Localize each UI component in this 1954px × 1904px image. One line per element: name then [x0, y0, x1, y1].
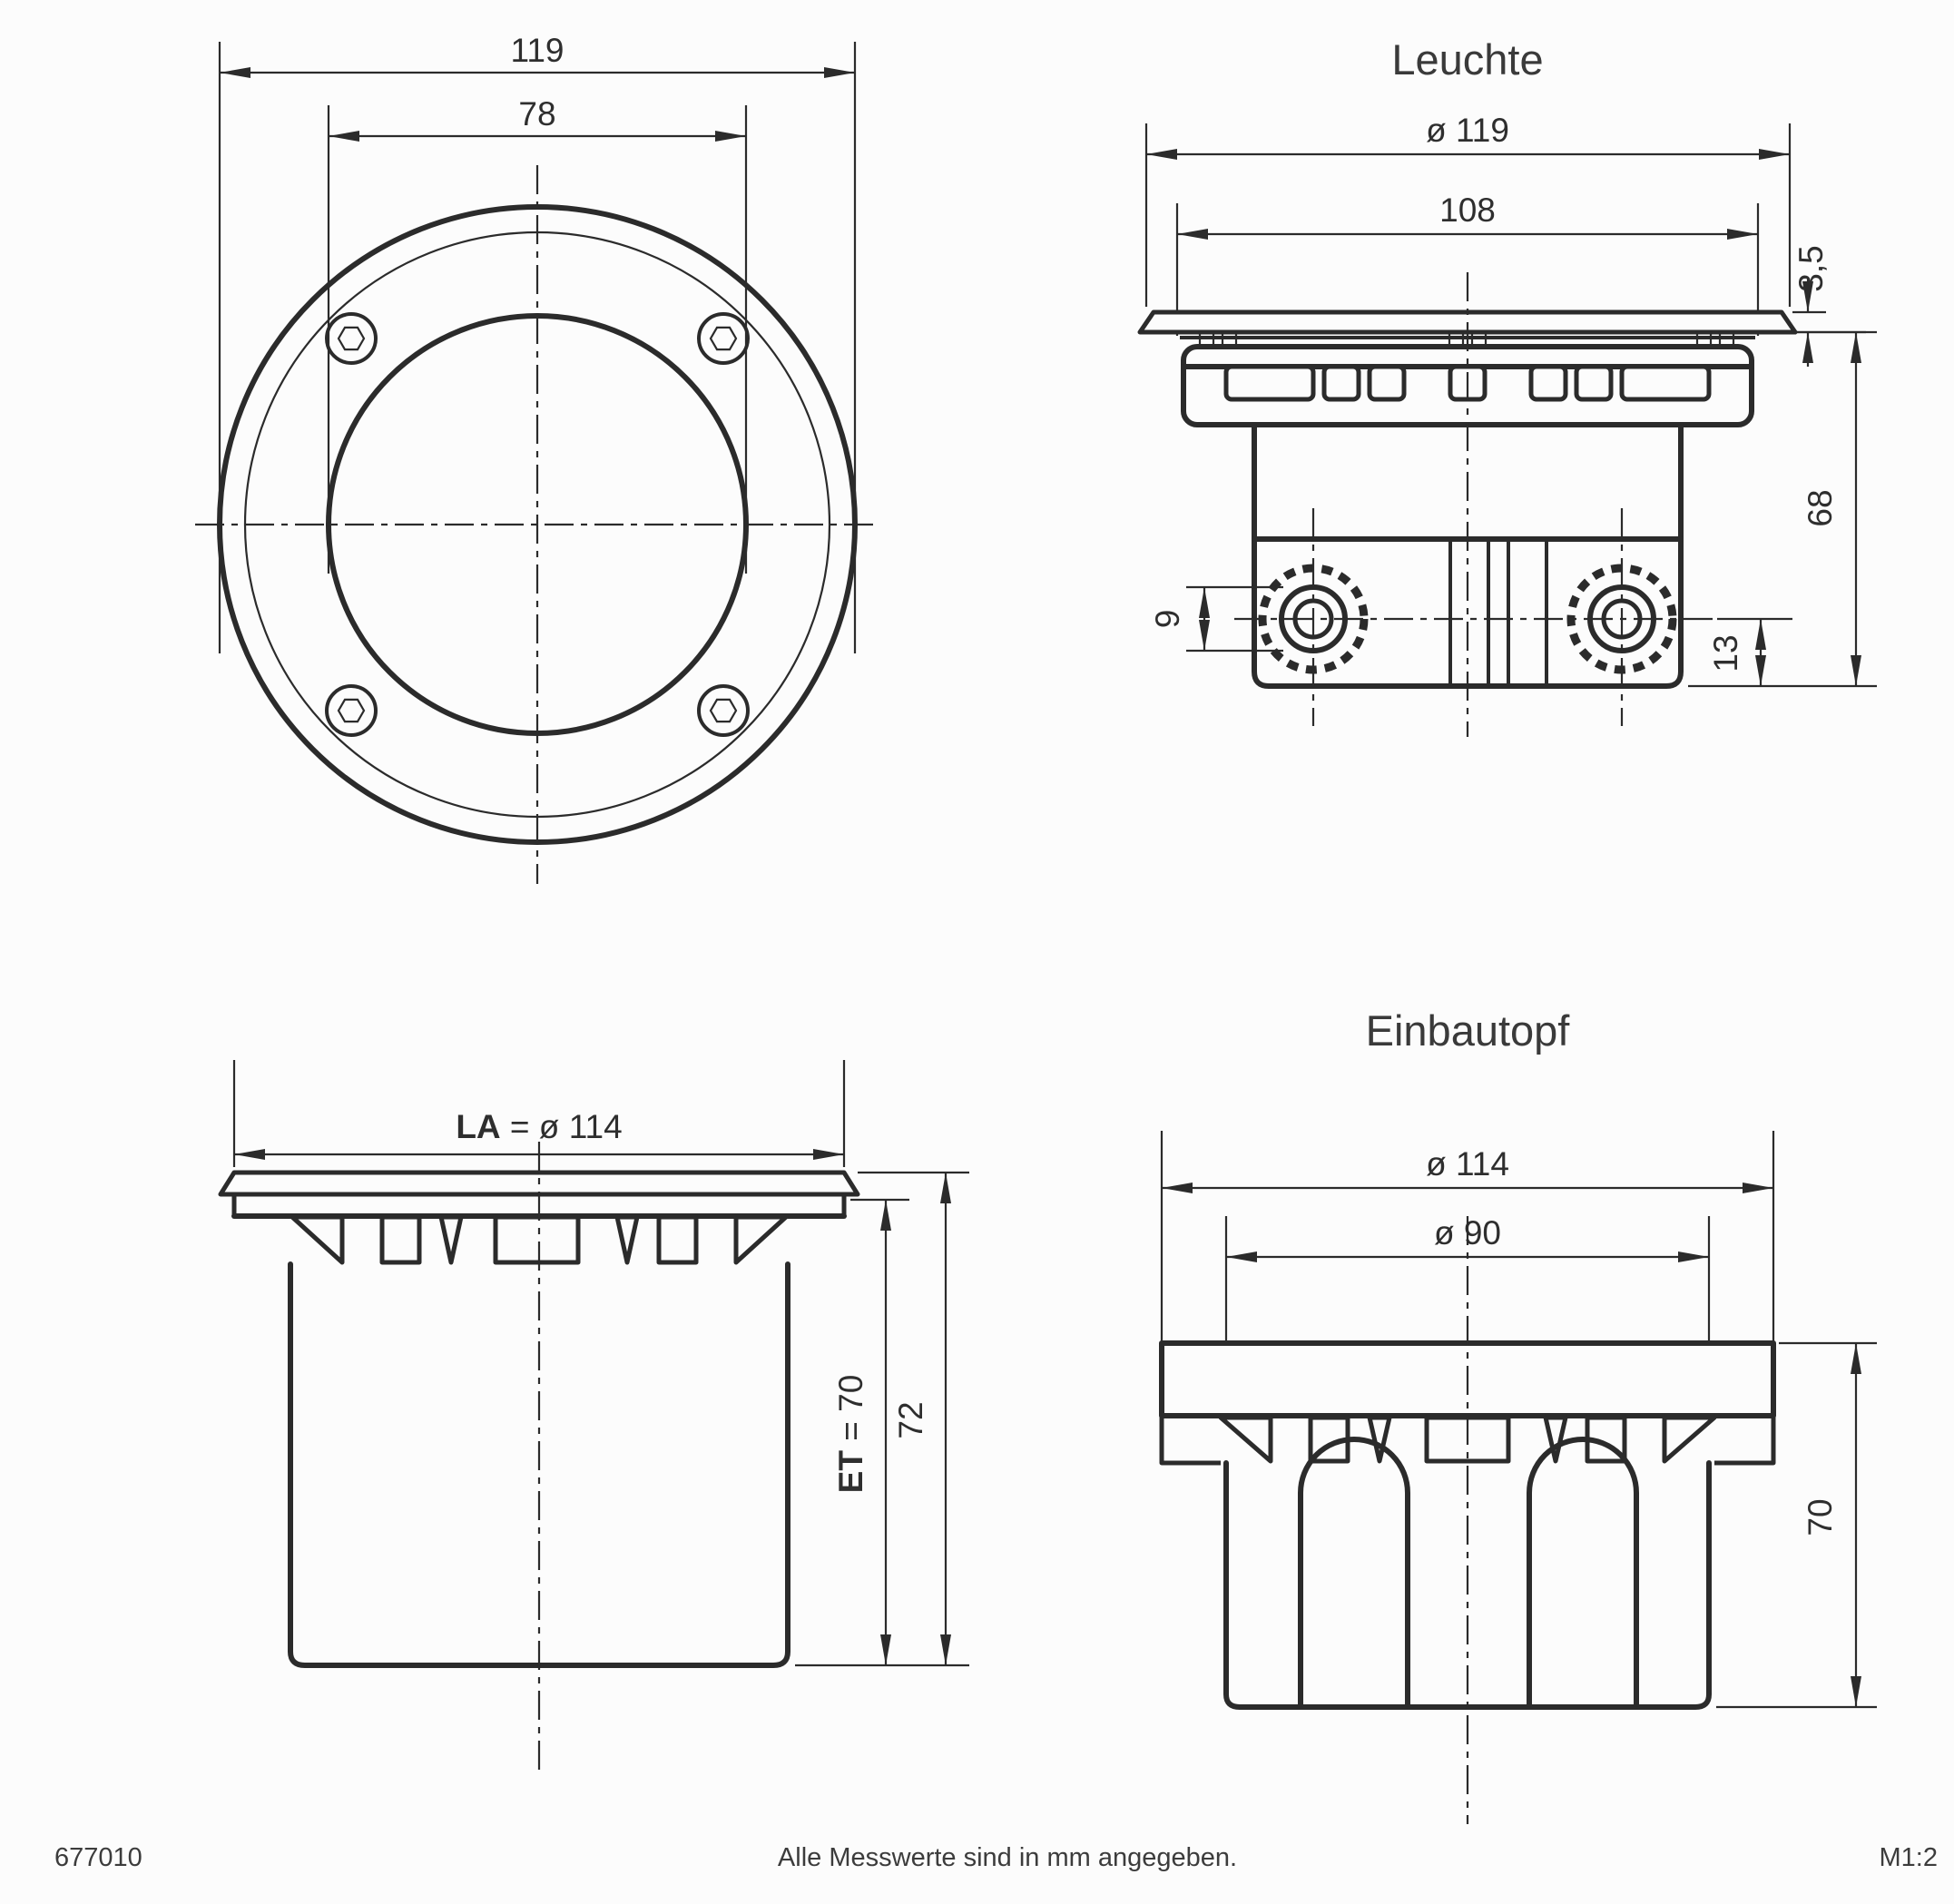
- teeth-band-left: [1162, 1416, 1221, 1463]
- pot-dim-body-label: ø 90: [1433, 1214, 1502, 1251]
- front-dim-inner-label: 78: [518, 95, 556, 132]
- luminaire-dim-plate: [1792, 245, 1866, 367]
- luminaire-dim-gland-bore-label: 9: [1149, 609, 1186, 629]
- hex-socket-icon: [711, 700, 736, 721]
- luminaire-title: Leuchte: [1391, 35, 1544, 83]
- luminaire-dim-gland-offset-label: 13: [1707, 634, 1744, 672]
- hex-socket-icon: [339, 700, 364, 721]
- luminaire-dim-gland-offset: [1707, 619, 1792, 686]
- pot-dim-dia-label: ø 114: [1426, 1145, 1509, 1183]
- luminaire-dim-inner-label: 108: [1439, 191, 1496, 229]
- luminaire-dim-plate-label: 3,5: [1792, 245, 1830, 292]
- screw-bottom-left: [327, 686, 376, 735]
- luminaire-dim-dia-label: ø 119: [1426, 112, 1509, 149]
- total-height-dim-label: 72: [892, 1401, 929, 1439]
- cable-entry-arch-left: [1301, 1439, 1408, 1704]
- et-dim-label: ET = 70: [832, 1374, 869, 1494]
- luminaire-side-view: [1140, 35, 1877, 737]
- teeth-band-right: [1714, 1416, 1773, 1463]
- luminaire-dim-height: [1688, 332, 1877, 686]
- screw-top-right: [699, 314, 748, 363]
- screw-top-left: [327, 314, 376, 363]
- article-number: 677010: [54, 1843, 142, 1872]
- luminaire-dim-height-label: 68: [1802, 489, 1839, 527]
- total-height-dim: [795, 1173, 969, 1665]
- front-view: [195, 32, 879, 884]
- pot-view: [1162, 1006, 1877, 1824]
- la-dim-label: LA = ø 114: [456, 1108, 623, 1145]
- screw-bottom-right: [699, 686, 748, 735]
- front-dim-outer-label: 119: [510, 32, 565, 69]
- hex-socket-icon: [711, 328, 736, 349]
- pot-title: Einbautopf: [1365, 1006, 1570, 1055]
- footer: [54, 1843, 1938, 1872]
- luminaire-install-view: [221, 1060, 969, 1770]
- hex-socket-icon: [339, 328, 364, 349]
- drawing-scale: M1:2: [1879, 1843, 1938, 1872]
- body-stripes: [1450, 539, 1547, 686]
- pot-dim-depth-label: 70: [1802, 1498, 1839, 1536]
- cable-entry-arch-right: [1529, 1439, 1636, 1704]
- units-note: Alle Messwerte sind in mm angegeben.: [777, 1843, 1238, 1872]
